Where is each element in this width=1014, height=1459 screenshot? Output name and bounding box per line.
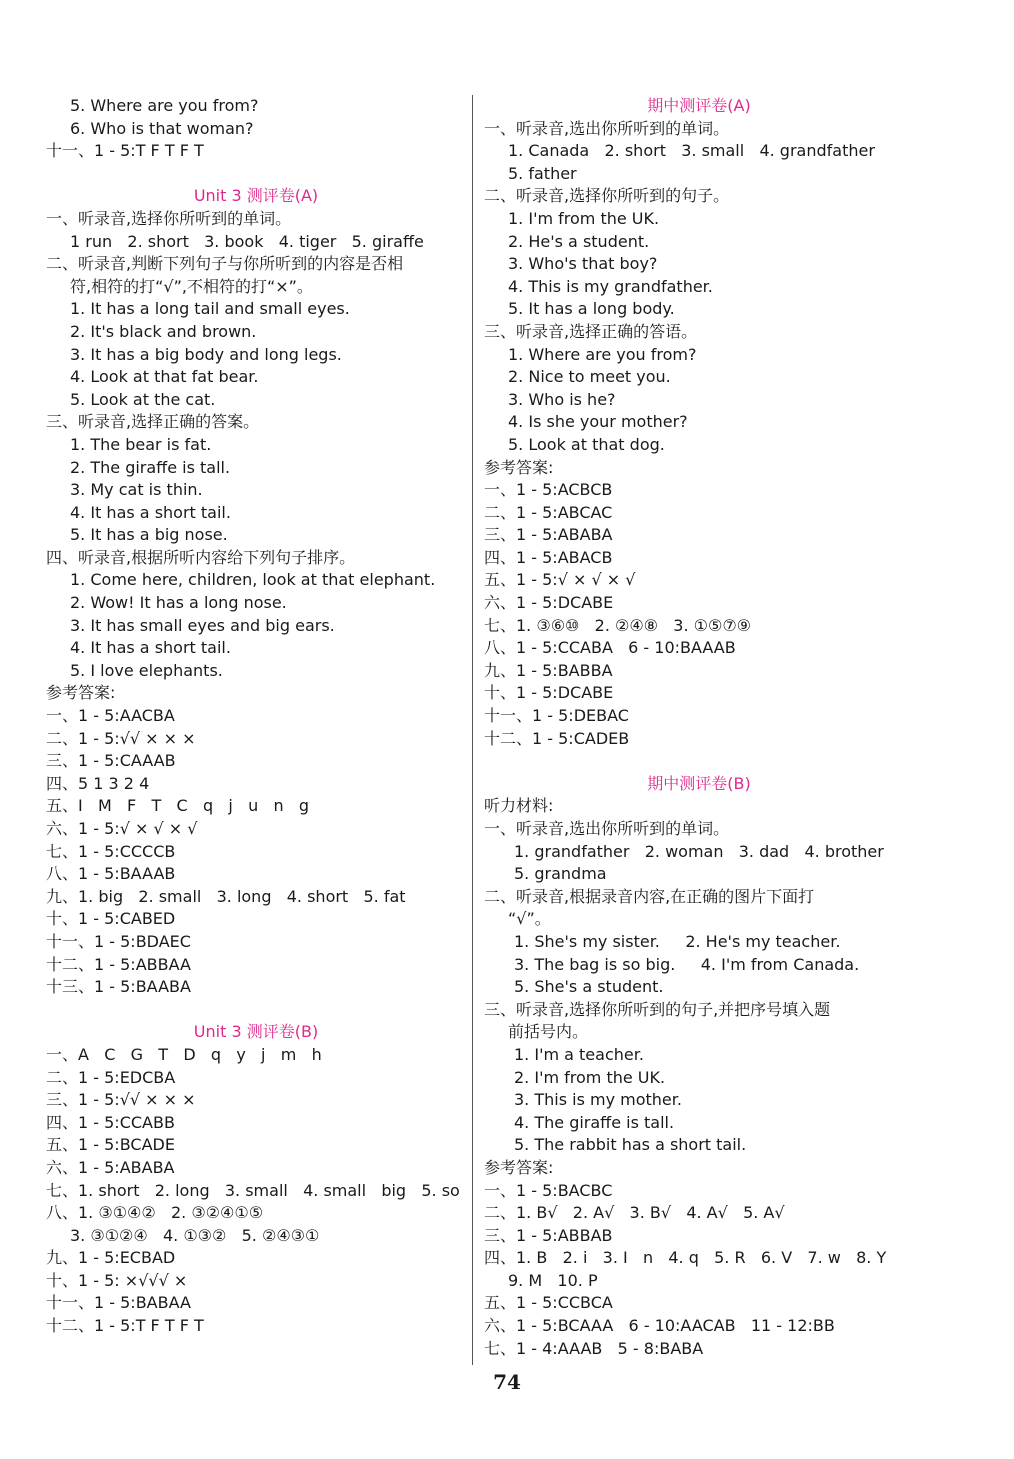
column-divider — [472, 95, 473, 1365]
text-line: 一、听录音,选出你所听到的单词。 — [484, 819, 730, 838]
text-line: 六、1 - 5:√ × √ × √ — [46, 819, 198, 838]
text-line: 1. Canada 2. short 3. small 4. grandfather — [508, 141, 875, 161]
text-line: 七、1 - 4:AAAB 5 - 8:BABA — [484, 1338, 704, 1358]
text-line: 符,相符的打“√”,不相符的打“×”。 — [70, 276, 313, 296]
text-line: 5. grandma — [514, 864, 607, 884]
text-line: 一、1 - 5:ACBCB — [484, 480, 613, 500]
text-line: 十、1 - 5:DCABE — [484, 683, 614, 703]
text-line: 二、听录音,选择你所听到的句子。 — [484, 186, 730, 206]
text-line: 5. Where are you from? — [70, 96, 259, 115]
text-line: 二、1. B√ 2. A√ 3. B√ 4. A√ 5. A√ — [484, 1203, 785, 1223]
text-line: 三、1 - 5:√√ × × × — [46, 1090, 196, 1110]
text-line: 4. The giraffe is tall. — [514, 1112, 675, 1132]
text-line: 九、1 - 5:BABBA — [484, 660, 613, 680]
text-line: 5. Look at the cat. — [70, 389, 216, 409]
text-line: 1. The bear is fat. — [70, 434, 212, 454]
text-line: 4. Is she your mother? — [508, 412, 688, 432]
text-line: “√”。 — [508, 909, 551, 929]
text-line: 十一、1 - 5:T F T F T — [46, 141, 204, 161]
text-line: 2. Nice to meet you. — [508, 367, 671, 387]
section-heading: Unit 3 测评卷(A) — [193, 186, 319, 206]
text-line: 1. Where are you from? — [508, 344, 697, 364]
text-line: 一、听录音,选择你所听到的单词。 — [46, 208, 292, 228]
text-line: 1. grandfather 2. woman 3. dad 4. brother — [514, 841, 884, 861]
text-line: 四、1 - 5:ABACB — [484, 547, 613, 567]
text-line: 3. The bag is so big. 4. I'm from Canada. — [514, 954, 860, 974]
text-line: 十一、1 - 5:DEBAC — [484, 706, 629, 726]
text-line: 2. Wow! It has a long nose. — [70, 593, 287, 613]
text-line: 6. Who is that woman? — [70, 118, 254, 138]
text-line: 2. He's a student. — [508, 231, 650, 251]
text-line: 4. It has a short tail. — [70, 638, 231, 658]
right-column — [484, 95, 914, 1360]
text-line: 5. I love elephants. — [70, 660, 223, 680]
section-heading: 期中测评卷(A) — [647, 96, 751, 115]
text-line: 前括号内。 — [508, 1022, 589, 1042]
text-line: 2. It's black and brown. — [70, 321, 257, 341]
text-line: 五、1 - 5:BCADE — [46, 1135, 175, 1155]
text-line: 1. It has a long tail and small eyes. — [70, 299, 350, 319]
text-line: 3. My cat is thin. — [70, 480, 203, 500]
text-line: 三、1 - 5:CAAAB — [46, 751, 176, 771]
text-line: 3. ③①②④ 4. ①③② 5. ②④③① — [70, 1225, 320, 1245]
text-line: 十一、1 - 5:BABAA — [46, 1293, 191, 1313]
text-line: 五、I M F T C q j u n g — [46, 796, 310, 816]
text-line: 十二、1 - 5:T F T F T — [46, 1316, 204, 1336]
spacer — [484, 750, 914, 773]
text-line: 五、1 - 5:√ × √ × √ — [484, 570, 636, 590]
text-line: 1 run 2. short 3. book 4. tiger 5. giraffe — [70, 231, 424, 251]
left-column — [46, 95, 466, 1338]
text-line: 七、1. ③⑥⑩ 2. ②④⑧ 3. ①⑤⑦⑨ — [484, 615, 752, 635]
text-line: 三、听录音,选择你所听到的句子,并把序号填入题 — [484, 999, 831, 1019]
text-line: 3. It has small eyes and big ears. — [70, 615, 335, 635]
text-line: 八、1 - 5:BAAAB — [46, 864, 176, 884]
text-line: 1. Come here, children, look at that elephant. — [70, 570, 436, 590]
text-line: 八、1 - 5:CCABA 6 - 10:BAAAB — [484, 638, 736, 658]
text-line: 二、1 - 5:ABCAC — [484, 502, 613, 522]
text-line: 5. She's a student. — [514, 977, 664, 997]
text-line: 七、1 - 5:CCCCB — [46, 841, 176, 861]
text-line: 十、1 - 5:CABED — [46, 909, 176, 929]
text-line: 十二、1 - 5:ABBAA — [46, 954, 191, 974]
text-line: 十一、1 - 5:BDAEC — [46, 931, 191, 951]
text-line: 参考答案: — [484, 457, 554, 477]
text-line: 三、听录音,选择正确的答语。 — [484, 321, 698, 341]
text-line: 九、1 - 5:ECBAD — [46, 1248, 176, 1268]
section-heading: Unit 3 测评卷(B) — [193, 1022, 319, 1042]
text-line: 3. It has a big body and long legs. — [70, 344, 342, 364]
text-line: 1. I'm a teacher. — [514, 1044, 644, 1064]
text-line: 5. The rabbit has a short tail. — [514, 1135, 747, 1155]
text-line: 二、听录音,判断下列句子与你所听到的内容是否相 — [46, 254, 404, 274]
text-line: 十、1 - 5: ×√√√ × — [46, 1270, 188, 1290]
text-line: 二、1 - 5:EDCBA — [46, 1067, 176, 1087]
text-line: 五、1 - 5:CCBCA — [484, 1293, 613, 1313]
text-line: 参考答案: — [484, 1157, 554, 1177]
text-line: 十二、1 - 5:CADEB — [484, 728, 630, 748]
text-line: 2. The giraffe is tall. — [70, 457, 231, 477]
text-line: 4. It has a short tail. — [70, 502, 231, 522]
page-number: 74 — [493, 1370, 521, 1394]
text-line: 听力材料: — [484, 796, 554, 816]
text-line: 4. Look at that fat bear. — [70, 367, 259, 387]
text-line: 一、1 - 5:AACBA — [46, 706, 175, 726]
text-line: 5. Look at that dog. — [508, 434, 665, 454]
text-line: 六、1 - 5:ABABA — [46, 1157, 175, 1177]
text-line: 一、1 - 5:BACBC — [484, 1180, 613, 1200]
section-heading: 期中测评卷(B) — [647, 773, 751, 793]
text-line: 二、听录音,根据录音内容,在正确的图片下面打 — [484, 886, 815, 906]
text-line: 四、1. B 2. i 3. I n 4. q 5. R 6. V 7. w 8. Y — [484, 1248, 887, 1268]
text-line: 二、1 - 5:√√ × × × — [46, 728, 196, 748]
text-line: 1. She's my sister. 2. He's my teacher. — [514, 931, 841, 951]
text-line: 三、1 - 5:ABABA — [484, 525, 613, 545]
text-line: 4. This is my grandfather. — [508, 276, 713, 296]
text-line: 九、1. big 2. small 3. long 4. short 5. fat — [46, 886, 406, 906]
text-line: 三、听录音,选择正确的答案。 — [46, 412, 260, 432]
text-line: 参考答案: — [46, 683, 116, 703]
spacer — [46, 163, 466, 186]
text-line: 八、1. ③①④② 2. ③②④①⑤ — [46, 1203, 264, 1223]
text-line: 七、1. short 2. long 3. small 4. small big 5. so — [46, 1180, 460, 1200]
text-line: 一、听录音,选出你所听到的单词。 — [484, 118, 730, 138]
text-line: 5. It has a big nose. — [70, 525, 228, 545]
text-line: 9. M 10. P — [508, 1270, 598, 1290]
text-line: 3. This is my mother. — [514, 1090, 682, 1110]
text-line: 四、听录音,根据所听内容给下列句子排序。 — [46, 547, 356, 567]
text-line: 四、5 1 3 2 4 — [46, 773, 150, 793]
text-line: 1. I'm from the UK. — [508, 208, 660, 228]
text-line: 5. It has a long body. — [508, 299, 675, 319]
spacer — [46, 999, 466, 1022]
text-line: 四、1 - 5:CCABB — [46, 1112, 175, 1132]
text-line: 3. Who is he? — [508, 389, 616, 409]
text-line: 三、1 - 5:ABBAB — [484, 1225, 613, 1245]
text-line: 3. Who's that boy? — [508, 254, 658, 274]
text-line: 六、1 - 5:DCABE — [484, 593, 614, 613]
text-line: 六、1 - 5:BCAAA 6 - 10:AACAB 11 - 12:BB — [484, 1316, 835, 1336]
text-line: 5. father — [508, 163, 577, 183]
text-line: 一、A C G T D q y j m h — [46, 1044, 322, 1064]
text-line: 十三、1 - 5:BAABA — [46, 977, 191, 997]
text-line: 2. I'm from the UK. — [514, 1067, 666, 1087]
